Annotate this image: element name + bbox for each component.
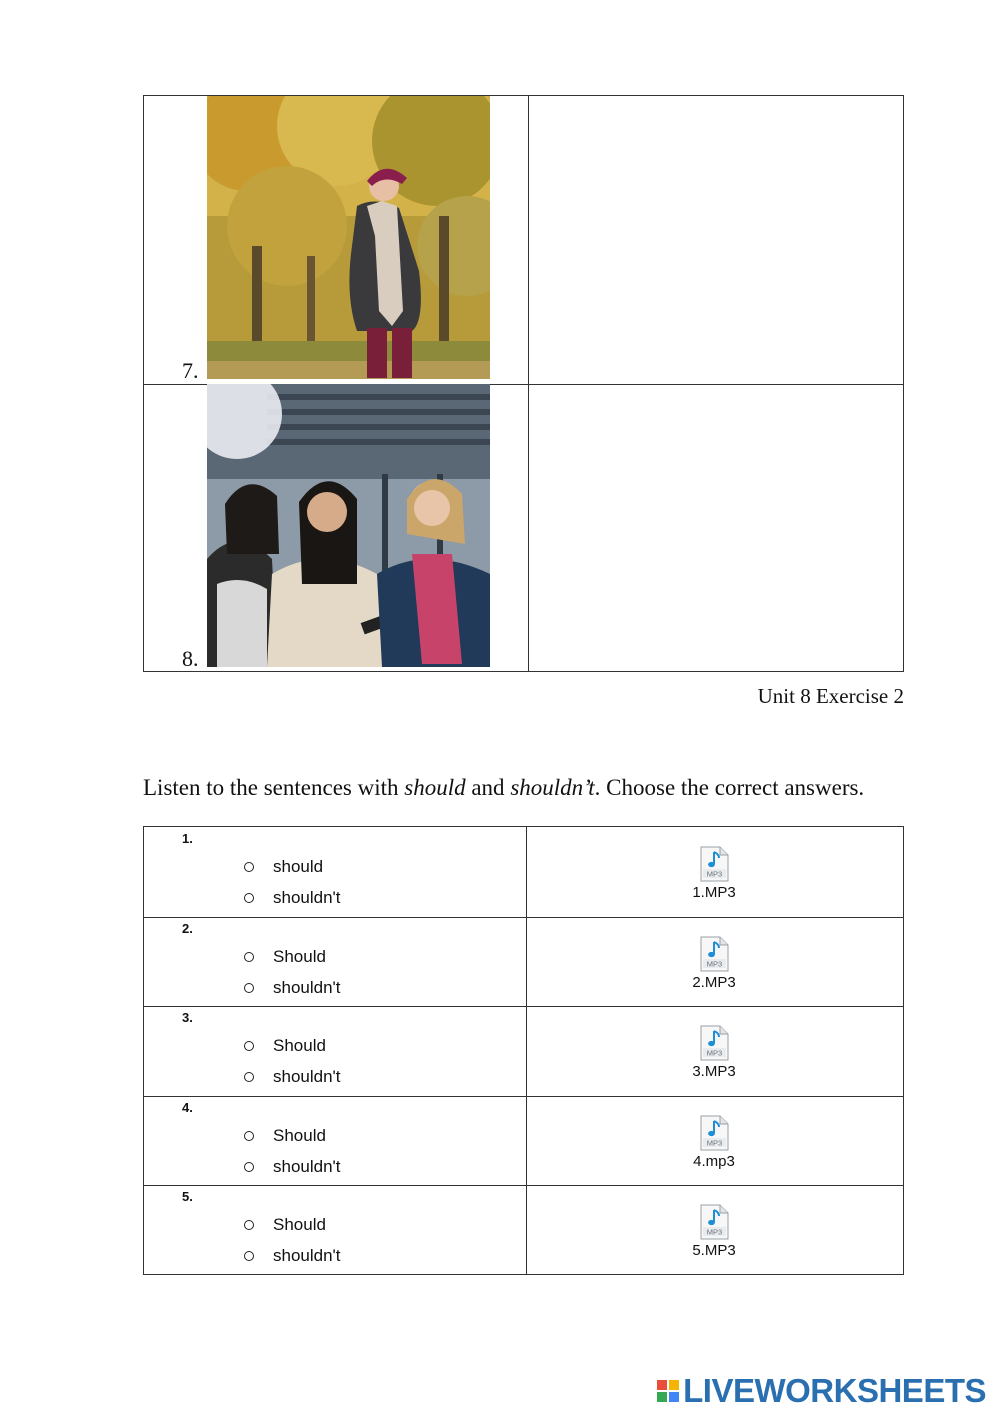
option-label: Should [273, 1036, 326, 1056]
question-number: 1. [182, 831, 193, 846]
audio-file-name: 2.MP3 [692, 973, 736, 991]
option-label: Should [273, 1125, 326, 1145]
option-should[interactable] [244, 1126, 326, 1146]
audio-file[interactable] [684, 936, 744, 991]
mp3-file-icon[interactable] [699, 936, 729, 972]
picture-table [143, 95, 904, 672]
radio-bullet-icon[interactable] [244, 1220, 254, 1230]
radio-bullet-icon[interactable] [244, 1251, 254, 1261]
audio-file[interactable] [684, 1115, 744, 1170]
unit-label: Unit 8 Exercise 2 [757, 684, 904, 708]
instruction-part-1: Listen to the sentences with [143, 775, 405, 800]
logo-text: LIVEWORKSHEETS [683, 1372, 986, 1409]
option-label: shouldn't [273, 1246, 341, 1266]
mp3-file-icon[interactable] [699, 1204, 729, 1240]
instruction-part-2: and [465, 775, 511, 800]
radio-bullet-icon[interactable] [244, 1072, 254, 1082]
radio-bullet-icon[interactable] [244, 983, 254, 993]
photo-autumn-walk [207, 96, 490, 379]
question-row [144, 827, 903, 917]
picture-number-7: 7. [182, 358, 199, 383]
audio-file[interactable] [684, 846, 744, 901]
option-label: shouldn't [273, 888, 341, 907]
row-divider [144, 917, 903, 918]
question-row [144, 1006, 903, 1096]
option-should[interactable] [244, 1215, 326, 1235]
svg-text:MP3: MP3 [706, 869, 723, 879]
radio-bullet-icon[interactable] [244, 893, 254, 903]
option-label: Should [273, 946, 326, 966]
option-should[interactable] [244, 1036, 326, 1056]
svg-text:MP3: MP3 [706, 1227, 723, 1237]
option-label: shouldn't [273, 977, 341, 997]
photo-friends-phone [207, 384, 490, 667]
svg-text:MP3: MP3 [706, 959, 723, 969]
option-shouldnt[interactable] [244, 1157, 341, 1177]
radio-bullet-icon[interactable] [244, 1041, 254, 1051]
audio-file-name: 5.MP3 [692, 1242, 736, 1260]
row-divider [144, 1096, 903, 1097]
picture-number-8: 8. [182, 646, 199, 671]
instruction-word-should: should [404, 775, 466, 800]
audio-file-name: 1.MP3 [692, 884, 736, 901]
svg-text:MP3: MP3 [706, 1138, 723, 1148]
mp3-file-icon[interactable] [699, 1025, 729, 1061]
question-row [144, 1096, 903, 1186]
option-shouldnt[interactable] [244, 978, 341, 998]
audio-file[interactable] [684, 1025, 744, 1080]
question-row [144, 1185, 903, 1275]
question-number: 3. [182, 1010, 193, 1026]
audio-file-name: 4.mp3 [693, 1152, 735, 1170]
radio-bullet-icon[interactable] [244, 952, 254, 962]
question-number: 2. [182, 920, 193, 936]
row-divider [144, 1006, 903, 1007]
logo-mark-icon [657, 1380, 679, 1402]
option-should[interactable] [244, 857, 323, 877]
row-divider [144, 1185, 903, 1186]
mp3-file-icon[interactable] [699, 846, 729, 882]
svg-text:MP3: MP3 [706, 1048, 723, 1058]
question-number: 5. [182, 1189, 193, 1205]
instruction-text [143, 775, 864, 801]
option-label: Should [273, 1215, 326, 1235]
answer-table [143, 826, 904, 1275]
option-label: shouldn't [273, 1156, 341, 1176]
option-shouldnt[interactable] [244, 1067, 341, 1087]
liveworksheets-logo [657, 1372, 986, 1410]
option-should[interactable] [244, 947, 326, 967]
radio-bullet-icon[interactable] [244, 1131, 254, 1141]
instruction-word-shouldnt: shouldn’t [510, 775, 595, 800]
option-label: shouldn't [273, 1067, 341, 1087]
mp3-file-icon[interactable] [699, 1115, 729, 1151]
option-shouldnt[interactable] [244, 1246, 341, 1266]
radio-bullet-icon[interactable] [244, 1162, 254, 1172]
audio-file[interactable] [684, 1204, 744, 1259]
radio-bullet-icon[interactable] [244, 862, 254, 872]
option-label: should [273, 857, 324, 876]
question-row [144, 917, 903, 1007]
option-shouldnt[interactable] [244, 888, 341, 908]
audio-file-name: 3.MP3 [692, 1063, 736, 1081]
instruction-part-3: . Choose the correct answers. [594, 775, 865, 800]
question-number: 4. [182, 1099, 193, 1115]
